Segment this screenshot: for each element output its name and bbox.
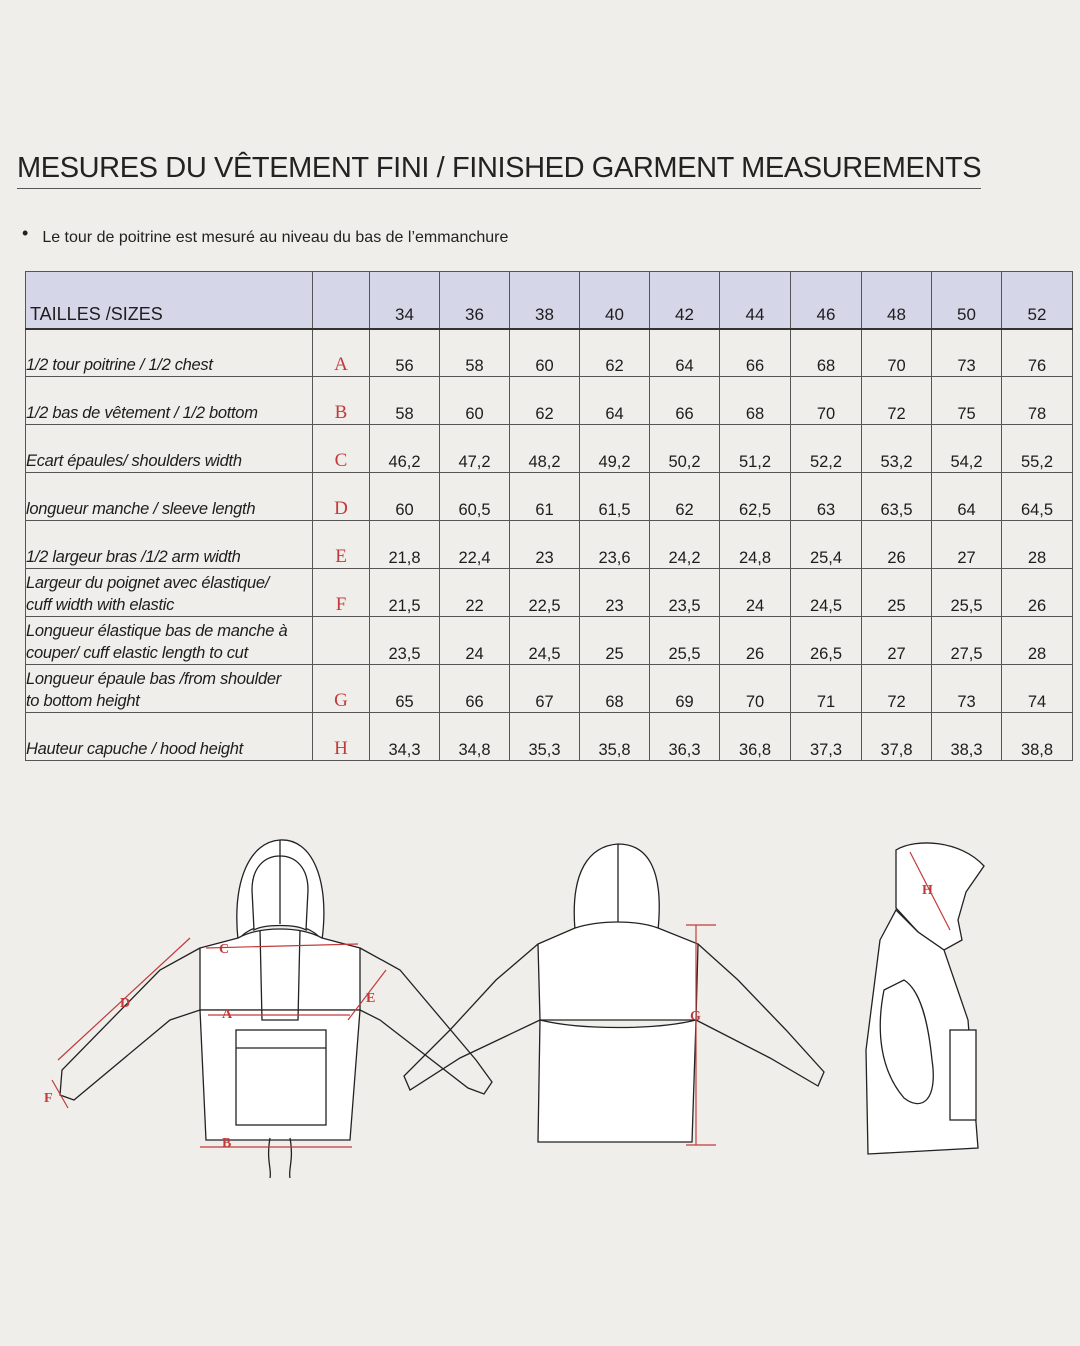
measurement-value: 28 [1002,617,1073,665]
measurement-value: 61 [510,473,580,521]
size-header: 38 [510,272,580,329]
measurement-letter: H [313,713,370,761]
size-header: 40 [580,272,650,329]
measurement-value: 23,5 [650,569,720,617]
measurement-value: 73 [932,329,1002,377]
label-a: A [222,1007,233,1022]
measurement-value: 49,2 [580,425,650,473]
chest-note [22,223,509,247]
measurement-value: 70 [791,377,862,425]
measurement-label-line: cuff width with elastic [26,596,175,614]
measurement-value: 27 [862,617,932,665]
measurement-value: 25,4 [791,521,862,569]
label-h: H [922,883,933,898]
measurement-value: 63,5 [862,473,932,521]
measurement-value: 37,8 [862,713,932,761]
measurement-value: 56 [370,329,440,377]
measurement-value: 38,8 [1002,713,1073,761]
measurement-label-line: longueur manche / sleeve length [26,500,256,518]
measurement-letter: B [313,377,370,425]
size-header: 34 [370,272,440,329]
measurement-label [26,521,313,569]
label-d: D [120,996,131,1011]
measurement-value: 50,2 [650,425,720,473]
measurement-value: 54,2 [932,425,1002,473]
table-row [26,425,1073,473]
measurement-value: 23 [580,569,650,617]
measurement-value: 25,5 [650,617,720,665]
measurement-value: 60 [370,473,440,521]
measurement-value: 73 [932,665,1002,713]
measurement-value: 24 [720,569,791,617]
measurement-value: 24,5 [510,617,580,665]
measurement-value: 35,3 [510,713,580,761]
measurement-letter: G [313,665,370,713]
measurement-value: 55,2 [1002,425,1073,473]
label-b: B [222,1136,232,1151]
measurement-value: 60,5 [440,473,510,521]
measurement-value: 68 [791,329,862,377]
measurement-value: 36,8 [720,713,791,761]
measurement-value: 47,2 [440,425,510,473]
measurement-value: 52,2 [791,425,862,473]
measurement-value: 23,5 [370,617,440,665]
measurement-value: 36,3 [650,713,720,761]
measurement-value: 71 [791,665,862,713]
measurement-letter: E [313,521,370,569]
size-header: 36 [440,272,510,329]
measurement-value: 70 [720,665,791,713]
measurement-value: 24,2 [650,521,720,569]
measurement-value: 38,3 [932,713,1002,761]
measurement-value: 46,2 [370,425,440,473]
measurement-value: 24 [440,617,510,665]
measurement-label [26,473,313,521]
measurement-value: 70 [862,329,932,377]
measurement-value: 64 [650,329,720,377]
measurement-value: 27,5 [932,617,1002,665]
back-view-drawing [404,844,824,1142]
table-row [26,617,1073,665]
garment-illustrations [0,820,1080,1200]
measurement-letter: F [313,569,370,617]
measurement-value: 22,4 [440,521,510,569]
measurement-value: 72 [862,377,932,425]
measurement-value: 26 [1002,569,1073,617]
measurement-value: 62,5 [720,473,791,521]
measurement-label-line: 1/2 bas de vêtement / 1/2 bottom [26,404,258,422]
table-row [26,665,1073,713]
measurement-value: 68 [720,377,791,425]
measurement-letter: D [313,473,370,521]
measurement-value: 75 [932,377,1002,425]
measurement-value: 26,5 [791,617,862,665]
measurement-value: 62 [650,473,720,521]
measurement-label-line: Longueur élastique bas de manche à [26,622,288,640]
measurement-label-line: 1/2 largeur bras /1/2 arm width [26,548,241,566]
size-header: 46 [791,272,862,329]
measurement-value: 53,2 [862,425,932,473]
measurement-value: 64 [580,377,650,425]
measurement-value: 76 [1002,329,1073,377]
measurement-value: 35,8 [580,713,650,761]
measurement-value: 25,5 [932,569,1002,617]
table-row [26,569,1073,617]
measurement-label [26,569,313,617]
measurement-value: 26 [862,521,932,569]
measurement-value: 67 [510,665,580,713]
measurement-value: 78 [1002,377,1073,425]
measurement-value: 22 [440,569,510,617]
measurement-value: 68 [580,665,650,713]
measurement-value: 23 [510,521,580,569]
table-row [26,473,1073,521]
size-header: 50 [932,272,1002,329]
table-row [26,377,1073,425]
measurement-label-line: to bottom height [26,692,140,710]
measurement-letter [313,617,370,665]
measurement-value: 69 [650,665,720,713]
measurement-value: 60 [510,329,580,377]
measurement-label-line: 1/2 tour poitrine / 1/2 chest [26,356,213,374]
measurement-label-line: Largeur du poignet avec élastique/ [26,574,269,592]
measurement-label-line: Longueur épaule bas /from shoulder [26,670,281,688]
bullet-icon: • [22,223,29,243]
size-header: 42 [650,272,720,329]
measurement-label [26,425,313,473]
measurement-value: 66 [720,329,791,377]
measurement-value: 25 [580,617,650,665]
measurement-value: 23,6 [580,521,650,569]
measurement-label [26,377,313,425]
measurement-value: 51,2 [720,425,791,473]
letter-header [313,272,370,329]
measurement-label-line: Ecart épaules/ shoulders width [26,452,242,470]
table-row [26,329,1073,377]
measurement-label [26,713,313,761]
measurement-value: 25 [862,569,932,617]
measurement-value: 72 [862,665,932,713]
size-header: 48 [862,272,932,329]
measurement-label [26,665,313,713]
measurement-value: 28 [1002,521,1073,569]
measurement-letter: C [313,425,370,473]
measurement-label-line: couper/ cuff elastic length to cut [26,644,248,662]
table-header-row [26,272,1073,329]
measurement-label-line: Hauteur capuche / hood height [26,740,243,758]
measurement-value: 21,5 [370,569,440,617]
size-header: 44 [720,272,791,329]
measurement-value: 65 [370,665,440,713]
measurement-value: 60 [440,377,510,425]
measurement-value: 37,3 [791,713,862,761]
label-e: E [366,991,376,1006]
label-f: F [44,1091,53,1106]
measurement-label [26,617,313,665]
measurement-value: 66 [650,377,720,425]
measurement-value: 62 [510,377,580,425]
measurement-value: 24,5 [791,569,862,617]
measurement-value: 63 [791,473,862,521]
measurement-value: 61,5 [580,473,650,521]
measurement-value: 64 [932,473,1002,521]
note-text: Le tour de poitrine est mesuré au niveau du bas de l’emmanchure [42,229,509,246]
measurement-value: 66 [440,665,510,713]
measurement-value: 58 [440,329,510,377]
measurement-value: 64,5 [1002,473,1073,521]
page-title: MESURES DU VÊTEMENT FINI / FINISHED GARMENT MEASUREMENTS [17,150,981,189]
table-row [26,713,1073,761]
measurement-label [26,329,313,377]
measurements-table [25,271,1073,761]
sizes-header: TAILLES /SIZES [26,272,313,329]
measurement-letter: A [313,329,370,377]
measurement-value: 48,2 [510,425,580,473]
measurement-value: 24,8 [720,521,791,569]
label-g: G [690,1009,701,1024]
measurement-value: 58 [370,377,440,425]
measurement-value: 34,3 [370,713,440,761]
measurement-value: 74 [1002,665,1073,713]
table-row [26,521,1073,569]
label-c: C [219,942,230,957]
measurement-value: 21,8 [370,521,440,569]
measurement-value: 27 [932,521,1002,569]
measurement-value: 62 [580,329,650,377]
measurement-value: 22,5 [510,569,580,617]
measurement-value: 26 [720,617,791,665]
size-header: 52 [1002,272,1073,329]
measurement-value: 34,8 [440,713,510,761]
